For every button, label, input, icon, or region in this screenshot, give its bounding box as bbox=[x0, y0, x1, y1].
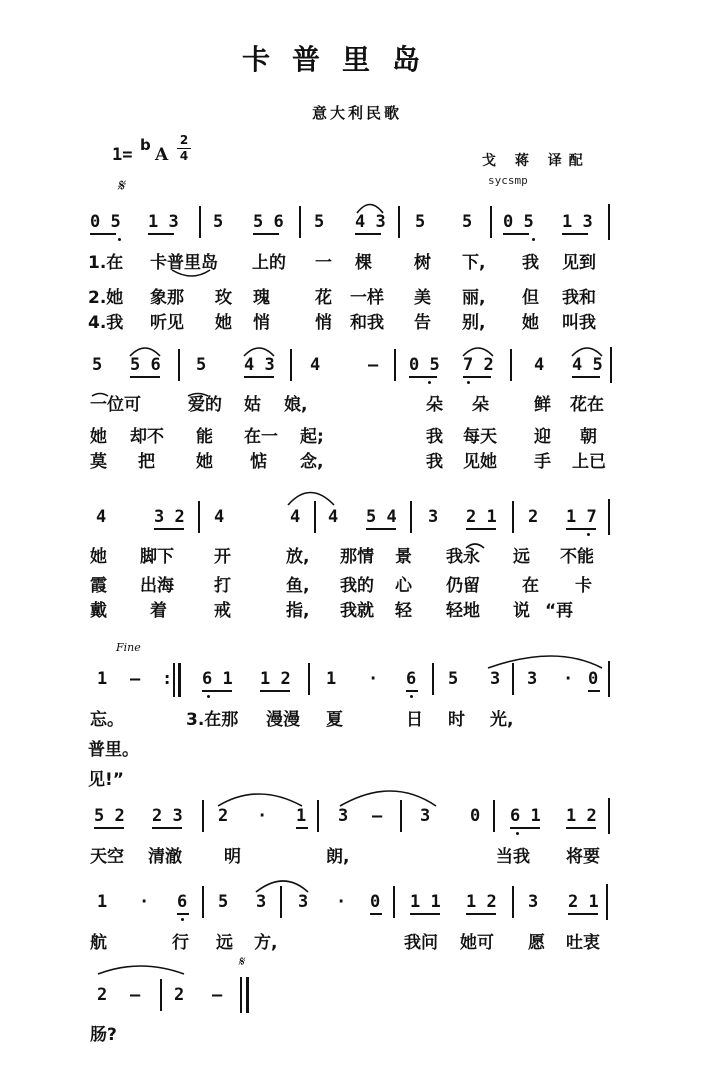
lyric: 一样 bbox=[350, 288, 384, 308]
fine-mark: Fine bbox=[116, 641, 141, 654]
lyric: 鲜 bbox=[534, 395, 551, 415]
note-group: 1 bbox=[97, 892, 108, 912]
slur bbox=[466, 544, 484, 548]
slur bbox=[98, 966, 184, 974]
augmentation-dot: · bbox=[563, 669, 574, 689]
note-group: 1 2 bbox=[466, 892, 497, 912]
lyric: 航 bbox=[90, 933, 107, 953]
slur bbox=[244, 348, 274, 356]
lyric: 听见 bbox=[150, 313, 184, 333]
song-title: 卡普里岛 bbox=[242, 43, 443, 76]
slur bbox=[172, 270, 210, 276]
lyric: 她 bbox=[90, 547, 107, 567]
lyric: 树 bbox=[414, 253, 431, 273]
note-group: 5 2 bbox=[94, 806, 125, 826]
lyric: 时 bbox=[448, 710, 465, 730]
lyric: 我就 bbox=[340, 601, 374, 621]
slur bbox=[188, 394, 208, 397]
watermark: sycsmp bbox=[488, 174, 528, 187]
lyric: 能 bbox=[196, 427, 213, 447]
lyric: 但 bbox=[522, 288, 539, 308]
note-group: 2 1 bbox=[466, 507, 497, 527]
lyric: 光, bbox=[490, 710, 514, 730]
lyric: 出海 bbox=[140, 576, 174, 596]
lyric: 3.在那 bbox=[186, 710, 239, 730]
note-group: 1 bbox=[326, 669, 337, 689]
lyric: 一位可 bbox=[90, 395, 141, 415]
note-group: 5 bbox=[415, 212, 426, 232]
lyric: 手 bbox=[534, 452, 551, 472]
note-group: 7 2 bbox=[463, 355, 494, 375]
slur bbox=[218, 794, 302, 806]
meter-top: 2 bbox=[179, 133, 189, 147]
lyric: 日 bbox=[406, 710, 423, 730]
lyric: 我的 bbox=[340, 576, 374, 596]
lyric: 着 bbox=[150, 601, 167, 621]
repeat-sign: : bbox=[162, 669, 173, 689]
note-group: 4 bbox=[290, 507, 301, 527]
note-group: 2 bbox=[97, 985, 108, 1005]
note-group: 1 1 bbox=[410, 892, 441, 912]
lyric: 她 bbox=[196, 452, 213, 472]
lyric: 远 bbox=[216, 933, 233, 953]
flat-sign: b bbox=[140, 136, 151, 154]
note-group: 5 bbox=[218, 892, 229, 912]
note-group: 5 bbox=[196, 355, 207, 375]
song-subtitle: 意大利民歌 bbox=[312, 104, 403, 122]
segno-mark: 𝄋 bbox=[117, 176, 125, 196]
lyric: 我 bbox=[426, 427, 443, 447]
lyric: 见她 bbox=[463, 452, 497, 472]
lyric: 叫我 bbox=[562, 313, 596, 333]
lyric: 她 bbox=[90, 427, 107, 447]
lyric: 肠? bbox=[90, 1025, 117, 1045]
lyric: 别, bbox=[462, 313, 486, 333]
lyric: 仍留 bbox=[446, 576, 480, 596]
note-group: 0 5 bbox=[90, 212, 121, 232]
lyric: 美 bbox=[414, 288, 431, 308]
note-group: 6 1 bbox=[202, 669, 233, 689]
lyric: 戒 bbox=[214, 601, 231, 621]
key-letter: A bbox=[155, 145, 169, 165]
lyric: 轻 bbox=[395, 601, 412, 621]
lyric: 朗, bbox=[326, 847, 350, 867]
note-group: 5 6 bbox=[253, 212, 284, 232]
lyric: 悄 bbox=[315, 313, 332, 333]
note-group: 4 bbox=[96, 507, 107, 527]
lyric: 清澈 bbox=[148, 847, 182, 867]
lyric: 普里。 bbox=[88, 740, 139, 760]
note-group: 6 bbox=[406, 669, 417, 689]
note-group: 5 4 bbox=[366, 507, 397, 527]
lyric: 夏 bbox=[326, 710, 343, 730]
note-group: 3 bbox=[428, 507, 439, 527]
lyric: 戴 bbox=[90, 601, 107, 621]
note-group: 5 bbox=[462, 212, 473, 232]
lyric: 见到 bbox=[562, 253, 596, 273]
lyric: 悄 bbox=[253, 313, 270, 333]
slur bbox=[572, 348, 602, 356]
lyric: 娘, bbox=[284, 395, 308, 415]
note-group: 1 3 bbox=[148, 212, 179, 232]
lyric: “再 bbox=[545, 601, 574, 621]
lyric: 将要 bbox=[566, 847, 600, 867]
lyric: 行 bbox=[172, 933, 189, 953]
lyric: 2.她 bbox=[88, 288, 124, 308]
lyric: 卡 bbox=[575, 576, 592, 596]
lyric: 见!” bbox=[88, 770, 124, 790]
augmentation-dot: · bbox=[336, 892, 347, 912]
note-group: 3 bbox=[338, 806, 349, 826]
note-group: 3 bbox=[527, 669, 538, 689]
lyric: 朵 bbox=[472, 395, 489, 415]
note-group: 1 2 bbox=[260, 669, 291, 689]
lyric: 把 bbox=[138, 452, 155, 472]
note-group: 5 bbox=[213, 212, 224, 232]
lyric: 告 bbox=[414, 313, 431, 333]
slur bbox=[357, 205, 383, 214]
lyric: 鱼, bbox=[286, 576, 310, 596]
lyric: 惦 bbox=[250, 452, 267, 472]
slur bbox=[130, 348, 160, 356]
lyric: 放, bbox=[286, 547, 310, 567]
lyric: 开 bbox=[214, 547, 231, 567]
lyric: 当我 bbox=[496, 847, 530, 867]
lyric: 姑 bbox=[244, 395, 261, 415]
lyric: 愿 bbox=[528, 933, 545, 953]
lyric: 朝 bbox=[580, 427, 597, 447]
note-group: 6 1 bbox=[510, 806, 541, 826]
meter-bottom: 4 bbox=[179, 149, 189, 163]
note-group: 4 bbox=[328, 507, 339, 527]
lyric: 瑰 bbox=[253, 288, 270, 308]
lyric: 说 bbox=[513, 601, 530, 621]
lyric: 远 bbox=[513, 547, 530, 567]
lyric: 下, bbox=[462, 253, 486, 273]
lyric: 花在 bbox=[570, 395, 604, 415]
note-group: 3 bbox=[528, 892, 539, 912]
note-group: 6 bbox=[177, 892, 188, 912]
note-group: 2 bbox=[174, 985, 185, 1005]
lyric: 心 bbox=[395, 576, 412, 596]
lyric: 天空 bbox=[90, 847, 124, 867]
lyric: 方, bbox=[254, 933, 278, 953]
lyric: 我 bbox=[426, 452, 443, 472]
segno-mark-end: 𝄋 bbox=[238, 954, 245, 970]
lyric: 和我 bbox=[350, 313, 384, 333]
lyric: 霞 bbox=[90, 576, 107, 596]
lyric: 明 bbox=[224, 847, 241, 867]
lyric: 象那 bbox=[150, 288, 184, 308]
lyric: 她 bbox=[522, 313, 539, 333]
lyric: 忘。 bbox=[90, 710, 124, 730]
note-group: 3 bbox=[420, 806, 431, 826]
lyric: 起; bbox=[300, 427, 324, 447]
lyric: 脚下 bbox=[140, 547, 174, 567]
note-group: 0 5 bbox=[409, 355, 440, 375]
lyric: 莫 bbox=[90, 452, 107, 472]
slur bbox=[288, 493, 334, 506]
note-group: 1 2 bbox=[566, 806, 597, 826]
augmentation-dot: · bbox=[139, 892, 150, 912]
lyric: 指, bbox=[286, 601, 310, 621]
note-group: 3 bbox=[298, 892, 309, 912]
note-group: 4 bbox=[534, 355, 545, 375]
note-group: 4 3 bbox=[244, 355, 275, 375]
note-group: — bbox=[368, 355, 379, 375]
lyric: 棵 bbox=[355, 253, 372, 273]
note-group: — bbox=[130, 985, 141, 1005]
slur bbox=[463, 348, 493, 356]
lyric: 她可 bbox=[460, 933, 494, 953]
slur bbox=[256, 881, 308, 892]
lyric: 上已 bbox=[572, 452, 606, 472]
lyric: 4.我 bbox=[88, 313, 124, 333]
note-group: 5 6 bbox=[130, 355, 161, 375]
note-group: 2 3 bbox=[152, 806, 183, 826]
note-group: — bbox=[130, 669, 141, 689]
lyric: 卡普里岛 bbox=[150, 253, 218, 273]
slur bbox=[340, 791, 436, 806]
slur bbox=[488, 656, 602, 668]
lyric: 上的 bbox=[252, 253, 286, 273]
note-group: 1 3 bbox=[562, 212, 593, 232]
note-group: 4 bbox=[310, 355, 321, 375]
note-group: 0 5 bbox=[503, 212, 534, 232]
note-group: 4 bbox=[214, 507, 225, 527]
note-group: 3 bbox=[490, 669, 501, 689]
lyric: 丽, bbox=[462, 288, 486, 308]
lyric: 打 bbox=[214, 576, 231, 596]
lyric: 在一 bbox=[244, 427, 278, 447]
lyric: 漫漫 bbox=[266, 710, 300, 730]
note-group: 4 5 bbox=[572, 355, 603, 375]
note-group: 5 bbox=[448, 669, 459, 689]
lyric: 每天 bbox=[463, 427, 497, 447]
augmentation-dot: · bbox=[257, 806, 268, 826]
note-group: 5 bbox=[314, 212, 325, 232]
note-group: 3 2 bbox=[154, 507, 185, 527]
note-group: — bbox=[372, 806, 383, 826]
translator-credit: 戈 蒋 译配 bbox=[482, 153, 590, 169]
note-group: 1 bbox=[97, 669, 108, 689]
lyric: 念, bbox=[300, 452, 324, 472]
note-group: 0 bbox=[370, 892, 381, 912]
note-group: 0 bbox=[470, 806, 481, 826]
lyric: 迎 bbox=[534, 427, 551, 447]
note-group: 5 bbox=[92, 355, 103, 375]
lyric: 却不 bbox=[130, 427, 164, 447]
note-group: 1 7 bbox=[566, 507, 597, 527]
lyric: 我 bbox=[522, 253, 539, 273]
note-group: 3 bbox=[256, 892, 267, 912]
slur bbox=[92, 394, 108, 397]
lyric: 在 bbox=[522, 576, 539, 596]
lyric: 玫 bbox=[215, 288, 232, 308]
note-group: 1 bbox=[296, 806, 307, 826]
key-prefix: 1= bbox=[112, 145, 133, 165]
lyric: 轻地 bbox=[446, 601, 480, 621]
note-group: 2 bbox=[218, 806, 229, 826]
lyric: 爱的 bbox=[188, 395, 222, 415]
note-group: 0 bbox=[588, 669, 599, 689]
lyric: 吐衷 bbox=[566, 933, 600, 953]
lyric: 我问 bbox=[404, 933, 438, 953]
lyric: 花 bbox=[315, 288, 332, 308]
note-group: 2 bbox=[528, 507, 539, 527]
lyric: 她 bbox=[215, 313, 232, 333]
lyric: 我和 bbox=[562, 288, 596, 308]
lyric: 朵 bbox=[426, 395, 443, 415]
note-group: 4 3 bbox=[355, 212, 386, 232]
lyric: 一 bbox=[315, 253, 332, 273]
lyric: 那情 bbox=[340, 547, 374, 567]
note-group: 2 1 bbox=[568, 892, 599, 912]
note-group: — bbox=[212, 985, 223, 1005]
lyric: 景 bbox=[395, 547, 412, 567]
lyric: 1.在 bbox=[88, 253, 124, 273]
augmentation-dot: · bbox=[368, 669, 379, 689]
lyric: 我永 bbox=[446, 547, 480, 567]
lyric: 不能 bbox=[560, 547, 594, 567]
